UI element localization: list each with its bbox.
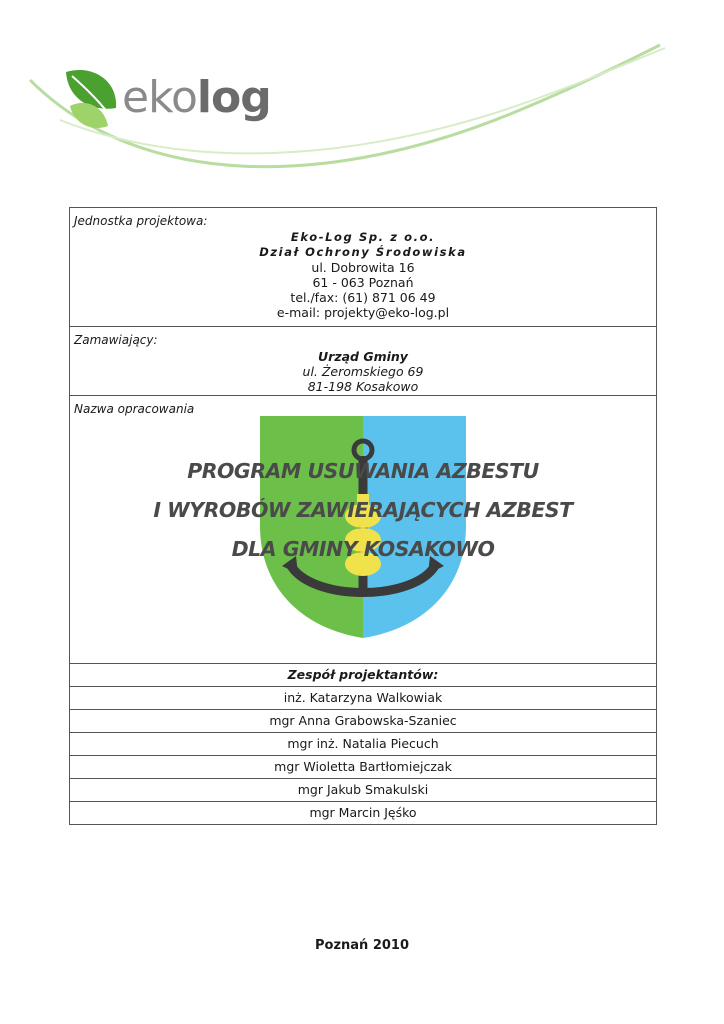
company-name: Eko-Log Sp. z o.o.: [290, 230, 436, 244]
client-city: 81-198 Kosakowo: [307, 379, 419, 394]
eko-log-logo: [122, 72, 271, 123]
study-title: [70, 452, 656, 569]
company-dept: Dział Ochrony Środowiska: [259, 245, 467, 259]
company-city: 61 - 063 Poznań: [312, 275, 414, 290]
logo-log: log: [196, 72, 271, 123]
company-street: ul. Dobrowita 16: [311, 260, 415, 275]
section-project-unit: [70, 208, 656, 327]
project-unit-label: Jednostka projektowa:: [74, 214, 208, 228]
company-phone: tel./fax: (61) 871 06 49: [290, 290, 436, 305]
study-name-label: Nazwa opracowania: [74, 402, 195, 416]
team-member: mgr Jakub Smakulski: [70, 779, 656, 802]
section-team: [70, 664, 656, 824]
study-title-line-2: I WYROBÓW ZAWIERAJĄCYCH AZBEST: [153, 498, 573, 522]
logo-eko: eko: [122, 72, 197, 123]
section-study-name: [70, 396, 656, 664]
study-title-line-1: PROGRAM USUWANIA AZBESTU: [187, 459, 539, 483]
title-page-table: [69, 207, 657, 825]
team-member: mgr Marcin Jęśko: [309, 805, 417, 820]
client-label: Zamawiający:: [74, 333, 158, 347]
section-client: [70, 327, 656, 396]
study-title-line-3: DLA GMINY KOSAKOWO: [231, 537, 495, 561]
footer-place-year: Poznań 2010: [314, 938, 409, 953]
leaf-icon: [66, 70, 116, 128]
client-street: ul. Żeromskiego 69: [302, 364, 424, 379]
header-swoosh: [0, 0, 724, 200]
team-member: mgr Anna Grabowska-Szaniec: [70, 710, 656, 733]
company-email: e-mail: projekty@eko-log.pl: [276, 305, 450, 320]
team-member: inż. Katarzyna Walkowiak: [70, 687, 656, 710]
team-member: mgr Wioletta Bartłomiejczak: [70, 756, 656, 779]
team-header: Zespół projektantów:: [70, 664, 656, 687]
team-member: mgr inż. Natalia Piecuch: [70, 733, 656, 756]
client-name: Urząd Gminy: [318, 349, 408, 364]
